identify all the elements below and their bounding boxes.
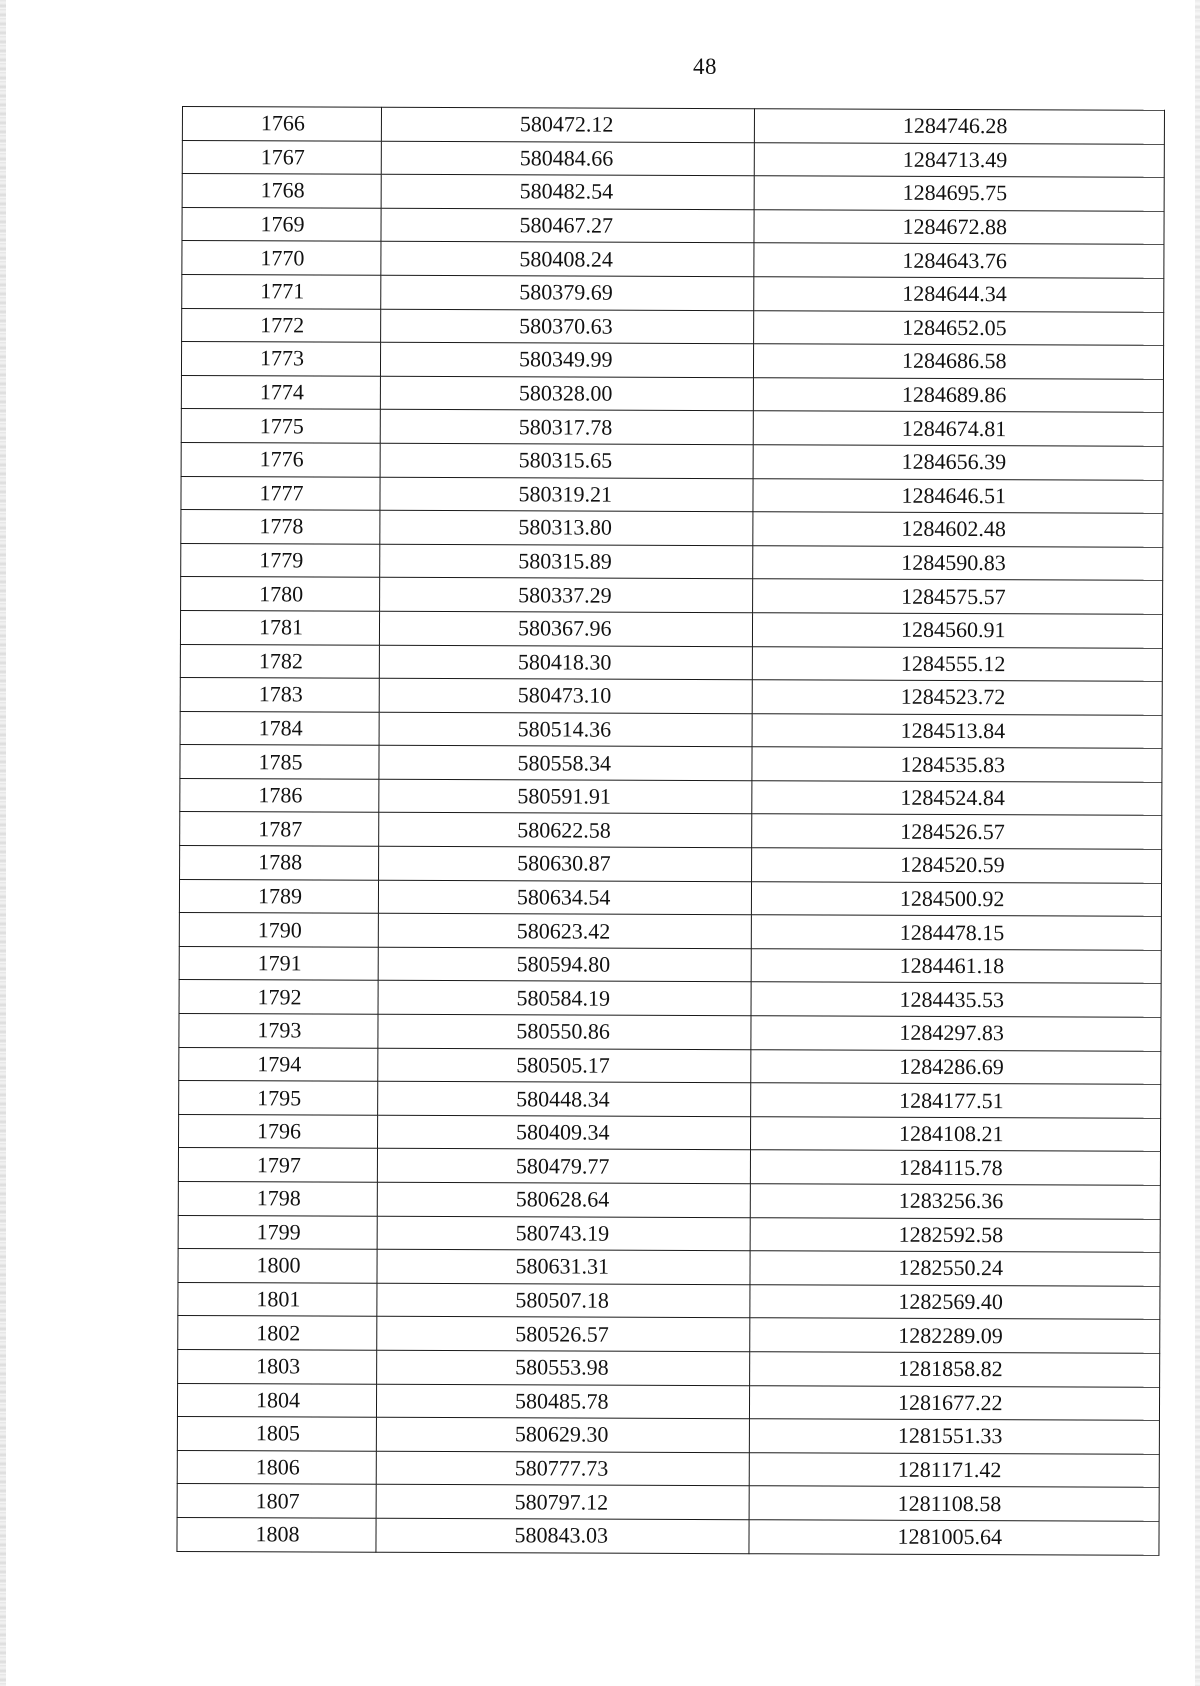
y-coordinate-cell: 1282289.09 xyxy=(750,1318,1160,1353)
y-coordinate-cell: 1284656.39 xyxy=(753,445,1163,480)
point-number-cell: 1780 xyxy=(181,577,380,611)
point-number-cell: 1807 xyxy=(177,1484,376,1518)
y-coordinate-cell: 1284644.34 xyxy=(754,277,1164,312)
y-coordinate-cell: 1284523.72 xyxy=(752,680,1162,715)
table-row xyxy=(180,846,1162,883)
table-row xyxy=(179,946,1161,983)
x-coordinate-cell: 580418.30 xyxy=(379,645,752,680)
point-number-cell: 1790 xyxy=(179,913,378,947)
x-coordinate-cell: 580349.99 xyxy=(380,342,753,377)
table-row xyxy=(178,1181,1160,1218)
table-row xyxy=(180,745,1162,782)
x-coordinate-cell: 580485.78 xyxy=(376,1384,749,1419)
table-row xyxy=(178,1249,1160,1286)
y-coordinate-cell: 1284713.49 xyxy=(754,142,1164,177)
x-coordinate-cell: 580408.24 xyxy=(381,242,754,277)
y-coordinate-cell: 1284643.76 xyxy=(754,243,1164,278)
point-number-cell: 1808 xyxy=(177,1517,376,1551)
point-number-cell: 1773 xyxy=(181,342,380,376)
table-row xyxy=(181,442,1163,479)
x-coordinate-cell: 580319.21 xyxy=(380,477,753,512)
table-row xyxy=(181,342,1163,379)
x-coordinate-cell: 580315.65 xyxy=(380,443,753,478)
point-number-cell: 1791 xyxy=(179,946,378,980)
x-coordinate-cell: 580526.57 xyxy=(377,1317,750,1352)
table-row xyxy=(181,476,1163,513)
table-row xyxy=(179,913,1161,950)
x-coordinate-cell: 580479.77 xyxy=(377,1149,750,1184)
y-coordinate-cell: 1284652.05 xyxy=(754,310,1164,345)
x-coordinate-cell: 580584.19 xyxy=(378,981,751,1016)
table-row xyxy=(181,543,1163,580)
x-coordinate-cell: 580379.69 xyxy=(381,275,754,310)
y-coordinate-cell: 1284674.81 xyxy=(753,411,1163,446)
x-coordinate-cell: 580467.27 xyxy=(381,208,754,243)
y-coordinate-cell: 1284672.88 xyxy=(754,209,1164,244)
table-row xyxy=(180,778,1162,815)
x-coordinate-cell: 580484.66 xyxy=(381,141,754,176)
point-number-cell: 1793 xyxy=(179,1014,378,1048)
point-number-cell: 1792 xyxy=(179,980,378,1014)
x-coordinate-cell: 580622.58 xyxy=(379,813,752,848)
x-coordinate-cell: 580797.12 xyxy=(376,1485,749,1520)
table-row xyxy=(177,1417,1159,1454)
table-row xyxy=(180,711,1162,748)
table-row xyxy=(179,1014,1161,1051)
table-row xyxy=(180,812,1162,849)
point-number-cell: 1794 xyxy=(179,1047,378,1081)
point-number-cell: 1786 xyxy=(180,778,379,812)
table-row xyxy=(182,241,1164,278)
point-number-cell: 1797 xyxy=(178,1148,377,1182)
table-row xyxy=(181,409,1163,446)
table-row xyxy=(182,207,1164,244)
y-coordinate-cell: 1284535.83 xyxy=(752,747,1162,782)
y-coordinate-cell: 1281108.58 xyxy=(749,1486,1159,1521)
x-coordinate-cell: 580328.00 xyxy=(380,376,753,411)
x-coordinate-cell: 580594.80 xyxy=(378,947,751,982)
y-coordinate-cell: 1284478.15 xyxy=(751,915,1161,950)
table-row xyxy=(182,174,1164,211)
table-row xyxy=(180,678,1162,715)
y-coordinate-cell: 1281005.64 xyxy=(749,1520,1159,1555)
point-number-cell: 1795 xyxy=(179,1081,378,1115)
y-coordinate-cell: 1283256.36 xyxy=(750,1184,1160,1219)
x-coordinate-cell: 580843.03 xyxy=(376,1518,749,1553)
point-number-cell: 1766 xyxy=(182,107,381,141)
point-number-cell: 1802 xyxy=(178,1316,377,1350)
point-number-cell: 1788 xyxy=(180,846,379,880)
y-coordinate-cell: 1284297.83 xyxy=(751,1016,1161,1051)
x-coordinate-cell: 580473.10 xyxy=(379,678,752,713)
point-number-cell: 1770 xyxy=(182,241,381,275)
y-coordinate-cell: 1284286.69 xyxy=(751,1049,1161,1084)
x-coordinate-cell: 580553.98 xyxy=(377,1350,750,1385)
table-row xyxy=(179,980,1161,1017)
point-number-cell: 1769 xyxy=(182,207,381,241)
table-row xyxy=(182,140,1164,177)
point-number-cell: 1779 xyxy=(181,543,380,577)
point-number-cell: 1800 xyxy=(178,1249,377,1283)
point-number-cell: 1785 xyxy=(180,745,379,779)
point-number-cell: 1777 xyxy=(181,476,380,510)
x-coordinate-cell: 580315.89 xyxy=(380,544,753,579)
table-row xyxy=(182,107,1164,144)
point-number-cell: 1782 xyxy=(180,644,379,678)
point-number-cell: 1772 xyxy=(182,308,381,342)
page-number: 48 xyxy=(693,54,717,79)
y-coordinate-cell: 1284520.59 xyxy=(752,848,1162,883)
x-coordinate-cell: 580514.36 xyxy=(379,712,752,747)
table-row xyxy=(178,1114,1160,1151)
table-row xyxy=(177,1517,1159,1554)
y-coordinate-cell: 1284513.84 xyxy=(752,713,1162,748)
x-coordinate-cell: 580337.29 xyxy=(380,578,753,613)
table-row xyxy=(182,274,1164,311)
y-coordinate-cell: 1284435.53 xyxy=(751,982,1161,1017)
point-number-cell: 1805 xyxy=(177,1417,376,1451)
table-row xyxy=(181,375,1163,412)
x-coordinate-cell: 580507.18 xyxy=(377,1283,750,1318)
x-coordinate-cell: 580472.12 xyxy=(381,107,754,142)
y-coordinate-cell: 1281677.22 xyxy=(749,1385,1159,1420)
table-row xyxy=(182,308,1164,345)
table-row xyxy=(180,610,1162,647)
x-coordinate-cell: 580631.31 xyxy=(377,1249,750,1284)
point-number-cell: 1806 xyxy=(177,1450,376,1484)
y-coordinate-cell: 1284524.84 xyxy=(752,781,1162,816)
scan-edge-right xyxy=(1195,0,1200,1686)
y-coordinate-cell: 1282569.40 xyxy=(750,1284,1160,1319)
x-coordinate-cell: 580448.34 xyxy=(378,1081,751,1116)
y-coordinate-cell: 1284686.58 xyxy=(753,344,1163,379)
point-number-cell: 1768 xyxy=(182,174,381,208)
x-coordinate-cell: 580313.80 xyxy=(380,510,753,545)
x-coordinate-cell: 580628.64 xyxy=(377,1182,750,1217)
x-coordinate-cell: 580629.30 xyxy=(376,1417,749,1452)
y-coordinate-cell: 1282550.24 xyxy=(750,1251,1160,1286)
y-coordinate-cell: 1284108.21 xyxy=(750,1117,1160,1152)
y-coordinate-cell: 1281171.42 xyxy=(749,1452,1159,1487)
point-number-cell: 1776 xyxy=(181,442,380,476)
y-coordinate-cell: 1284500.92 xyxy=(751,881,1161,916)
table-row xyxy=(179,879,1161,916)
table-row xyxy=(178,1148,1160,1185)
table-row xyxy=(177,1484,1159,1521)
coordinates-table-body xyxy=(177,107,1165,1555)
y-coordinate-cell: 1284461.18 xyxy=(751,949,1161,984)
coordinates-table xyxy=(176,106,1165,1555)
point-number-cell: 1781 xyxy=(180,610,379,644)
scan-edge-left xyxy=(0,0,6,1686)
y-coordinate-cell: 1284602.48 xyxy=(753,512,1163,547)
x-coordinate-cell: 580317.78 xyxy=(380,410,753,445)
point-number-cell: 1799 xyxy=(178,1215,377,1249)
y-coordinate-cell: 1284695.75 xyxy=(754,176,1164,211)
y-coordinate-cell: 1284177.51 xyxy=(751,1083,1161,1118)
y-coordinate-cell: 1284115.78 xyxy=(750,1150,1160,1185)
y-coordinate-cell: 1284746.28 xyxy=(754,109,1164,144)
x-coordinate-cell: 580370.63 xyxy=(381,309,754,344)
point-number-cell: 1774 xyxy=(181,375,380,409)
x-coordinate-cell: 580634.54 xyxy=(378,880,751,915)
point-number-cell: 1787 xyxy=(180,812,379,846)
point-number-cell: 1771 xyxy=(182,274,381,308)
x-coordinate-cell: 580630.87 xyxy=(379,846,752,881)
table-row xyxy=(180,644,1162,681)
table-row xyxy=(178,1282,1160,1319)
table-row xyxy=(178,1316,1160,1353)
x-coordinate-cell: 580550.86 xyxy=(378,1014,751,1049)
y-coordinate-cell: 1284590.83 xyxy=(753,545,1163,580)
table-row xyxy=(179,1081,1161,1118)
point-number-cell: 1767 xyxy=(182,140,381,174)
point-number-cell: 1803 xyxy=(178,1349,377,1383)
x-coordinate-cell: 580743.19 xyxy=(377,1216,750,1251)
point-number-cell: 1804 xyxy=(177,1383,376,1417)
x-coordinate-cell: 580623.42 xyxy=(378,914,751,949)
table-row xyxy=(177,1450,1159,1487)
point-number-cell: 1801 xyxy=(178,1282,377,1316)
y-coordinate-cell: 1284560.91 xyxy=(752,613,1162,648)
y-coordinate-cell: 1282592.58 xyxy=(750,1217,1160,1252)
x-coordinate-cell: 580777.73 xyxy=(376,1451,749,1486)
y-coordinate-cell: 1284646.51 xyxy=(753,478,1163,513)
y-coordinate-cell: 1284689.86 xyxy=(753,377,1163,412)
x-coordinate-cell: 580367.96 xyxy=(379,611,752,646)
x-coordinate-cell: 580505.17 xyxy=(378,1048,751,1083)
y-coordinate-cell: 1281858.82 xyxy=(750,1352,1160,1387)
table-row xyxy=(179,1047,1161,1084)
table-row xyxy=(177,1383,1159,1420)
point-number-cell: 1798 xyxy=(178,1181,377,1215)
point-number-cell: 1784 xyxy=(180,711,379,745)
table-row xyxy=(181,510,1163,547)
point-number-cell: 1775 xyxy=(181,409,380,443)
table-row xyxy=(178,1215,1160,1252)
y-coordinate-cell: 1281551.33 xyxy=(749,1419,1159,1454)
point-number-cell: 1778 xyxy=(181,510,380,544)
x-coordinate-cell: 580591.91 xyxy=(379,779,752,814)
point-number-cell: 1789 xyxy=(179,879,378,913)
point-number-cell: 1783 xyxy=(180,678,379,712)
point-number-cell: 1796 xyxy=(178,1114,377,1148)
y-coordinate-cell: 1284575.57 xyxy=(753,579,1163,614)
x-coordinate-cell: 580482.54 xyxy=(381,174,754,209)
x-coordinate-cell: 580558.34 xyxy=(379,746,752,781)
y-coordinate-cell: 1284526.57 xyxy=(752,814,1162,849)
table-row xyxy=(181,577,1163,614)
x-coordinate-cell: 580409.34 xyxy=(377,1115,750,1150)
table-row xyxy=(178,1349,1160,1386)
y-coordinate-cell: 1284555.12 xyxy=(752,646,1162,681)
